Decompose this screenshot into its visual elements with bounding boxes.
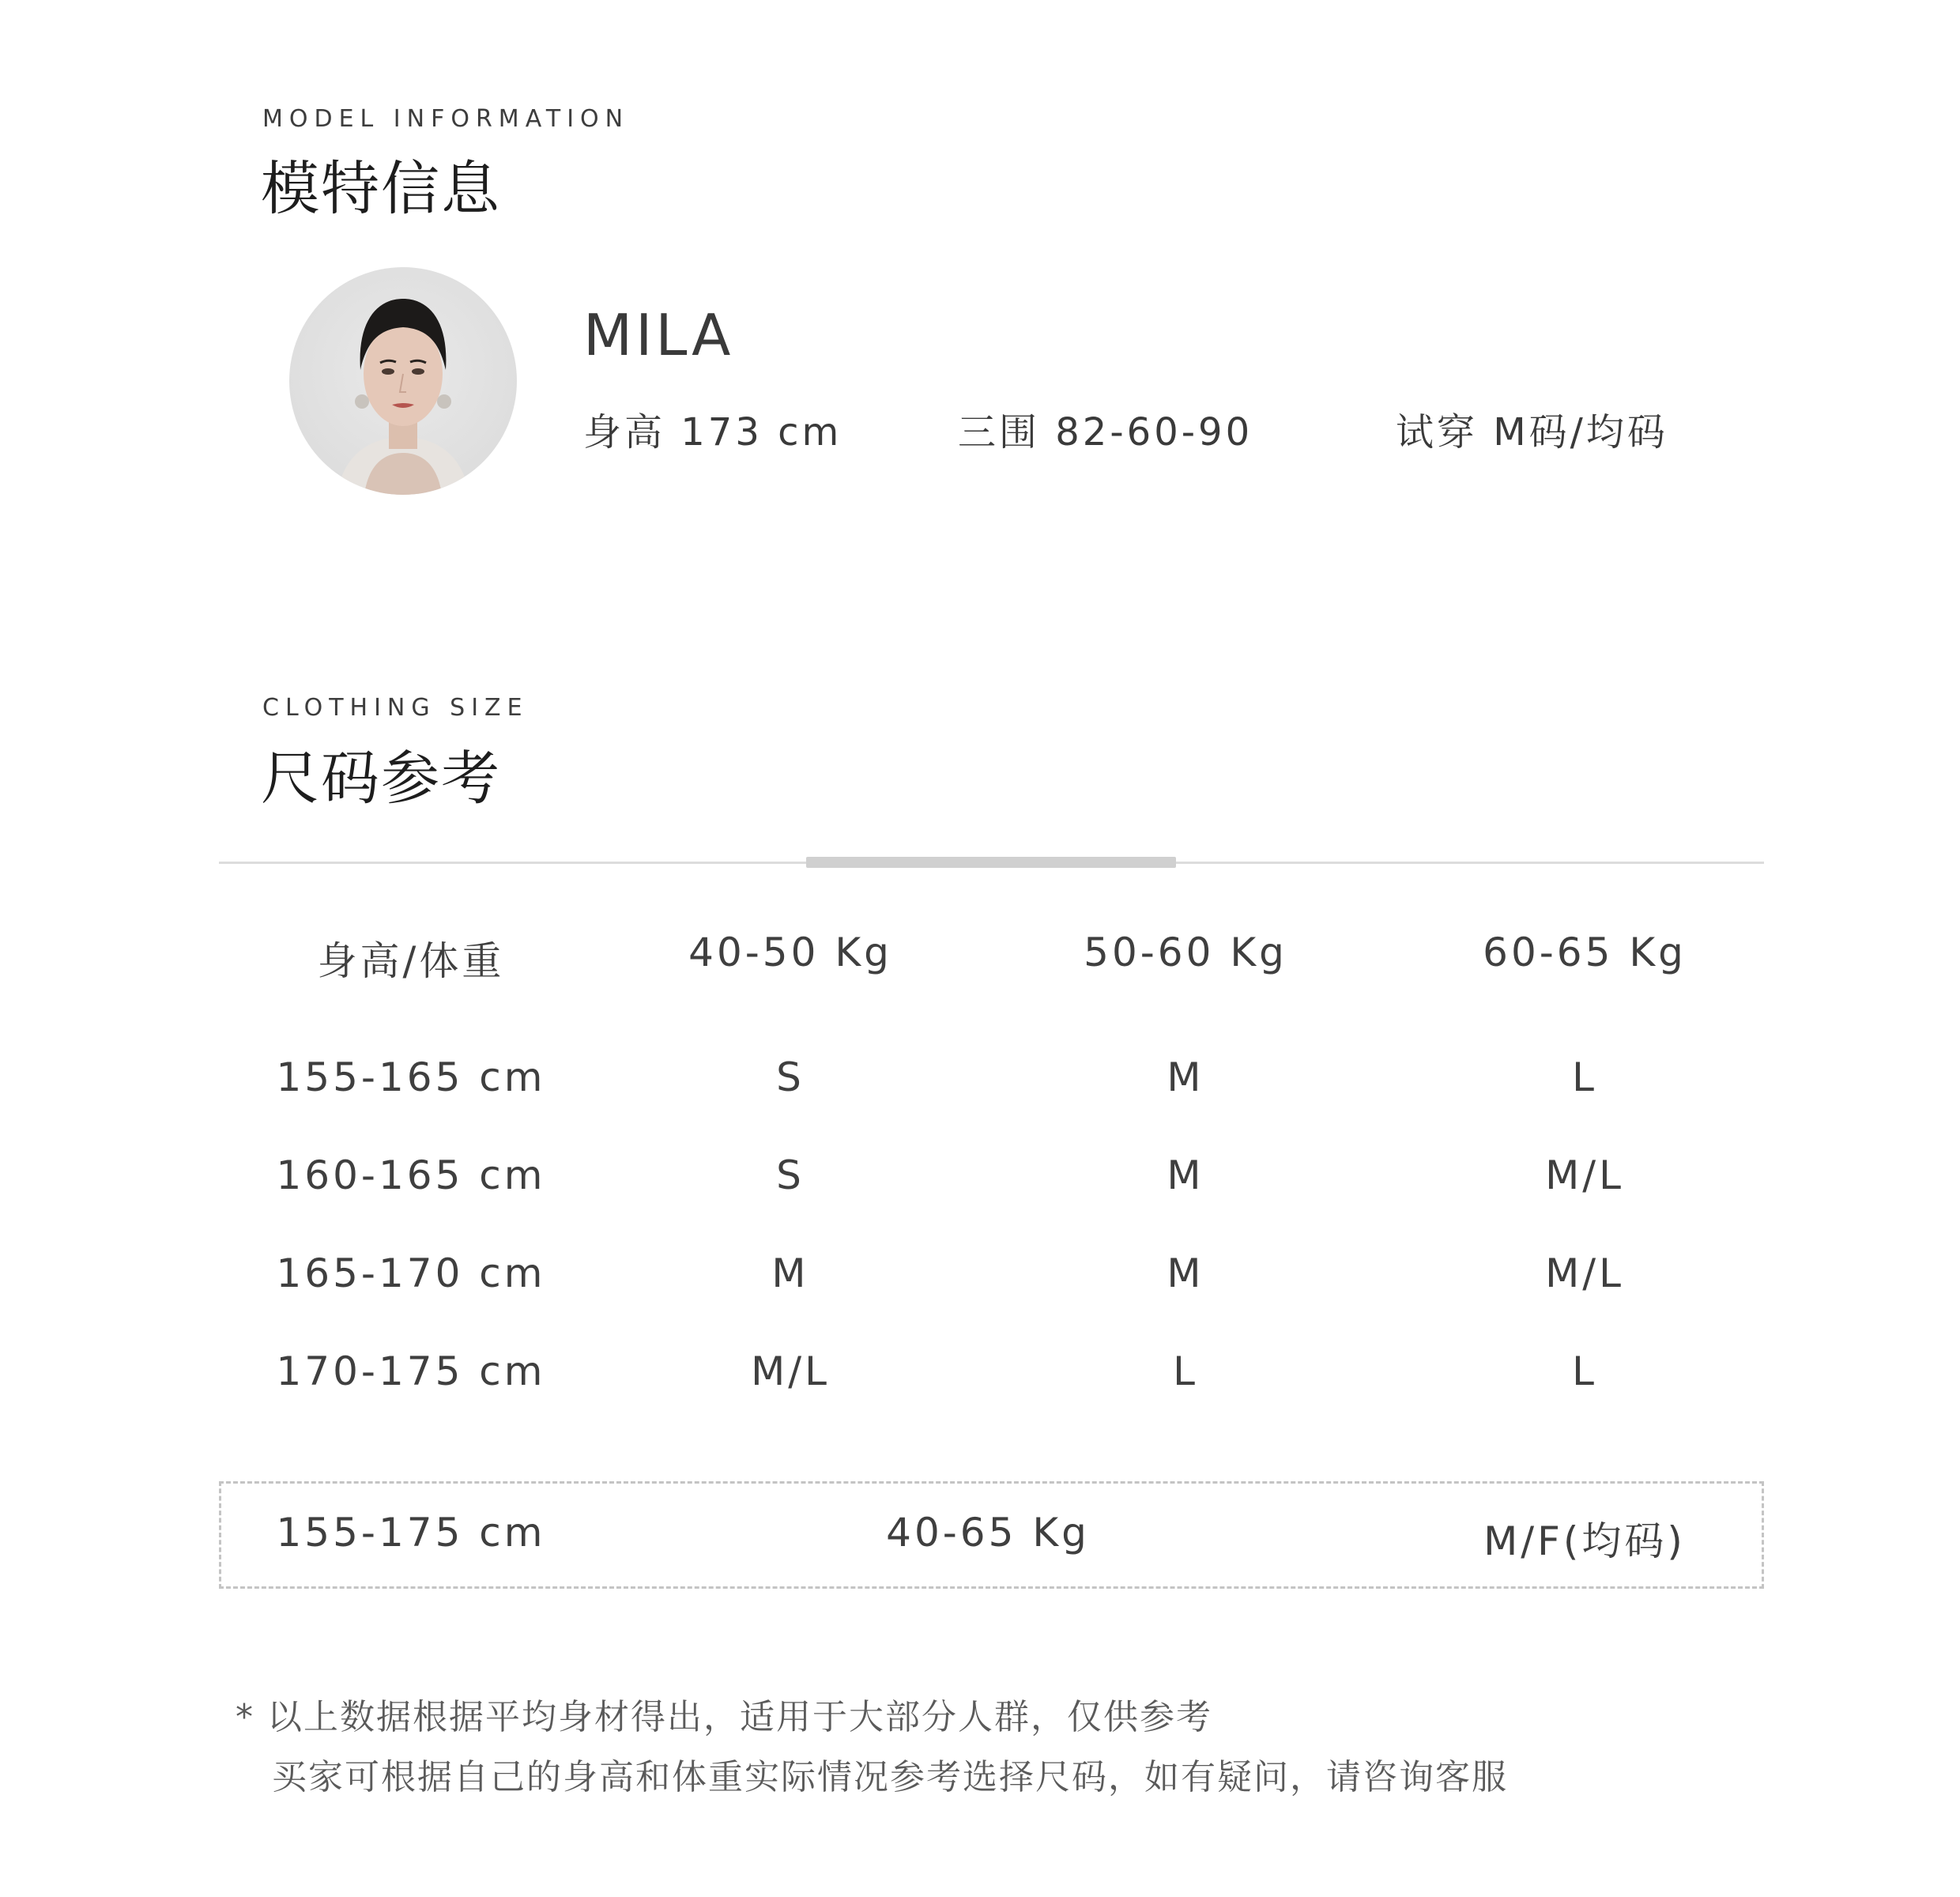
table-divider-accent bbox=[806, 857, 1176, 868]
header-cell: 60-65 Kg bbox=[1483, 930, 1687, 975]
table-cell: M bbox=[771, 1250, 809, 1296]
table-cell: 160-165 cm bbox=[276, 1152, 546, 1198]
table-cell: 155-165 cm bbox=[276, 1054, 546, 1100]
model-measurements: 三围 82-60-90 bbox=[958, 410, 1253, 454]
model-height: 身高 173 cm bbox=[583, 410, 842, 454]
footnote-line-2: 买家可根据自己的身高和体重实际情况参考选择尺码，如有疑问，请咨询客服 bbox=[272, 1757, 1508, 1797]
header-cell: 身高/体重 bbox=[317, 938, 505, 984]
header-cell: 40-50 Kg bbox=[688, 930, 892, 975]
size-title: 尺码参考 bbox=[261, 745, 501, 813]
model-name: MILA bbox=[583, 302, 734, 368]
model-eyebrow: MODEL INFORMATION bbox=[262, 105, 630, 133]
table-cell: L bbox=[1572, 1348, 1597, 1394]
free-size-label: M/F(均码) bbox=[1483, 1518, 1686, 1564]
footnote-line-1: * 以上数据根据平均身材得出，适用于大部分人群，仅供参考 bbox=[236, 1697, 1212, 1737]
size-eyebrow: CLOTHING SIZE bbox=[262, 694, 529, 722]
table-cell: 170-175 cm bbox=[276, 1348, 546, 1394]
table-cell: M bbox=[1167, 1250, 1204, 1296]
table-cell: M bbox=[1167, 1054, 1204, 1100]
table-cell: M/L bbox=[1545, 1152, 1624, 1198]
table-cell: M bbox=[1167, 1152, 1204, 1198]
free-size-height: 155-175 cm bbox=[276, 1510, 546, 1556]
model-fit-size: 试穿 M码/均码 bbox=[1396, 410, 1668, 454]
table-cell: L bbox=[1173, 1348, 1198, 1394]
table-cell: 165-170 cm bbox=[276, 1250, 546, 1296]
table-cell: M/L bbox=[751, 1348, 830, 1394]
header-cell: 50-60 Kg bbox=[1084, 930, 1287, 975]
free-size-weight: 40-65 Kg bbox=[886, 1510, 1090, 1556]
model-portrait-image bbox=[289, 267, 517, 495]
table-cell: S bbox=[776, 1152, 805, 1198]
model-avatar bbox=[289, 267, 517, 495]
table-cell: M/L bbox=[1545, 1250, 1624, 1296]
table-cell: L bbox=[1572, 1054, 1597, 1100]
table-cell: S bbox=[776, 1054, 805, 1100]
model-title: 模特信息 bbox=[261, 155, 501, 223]
